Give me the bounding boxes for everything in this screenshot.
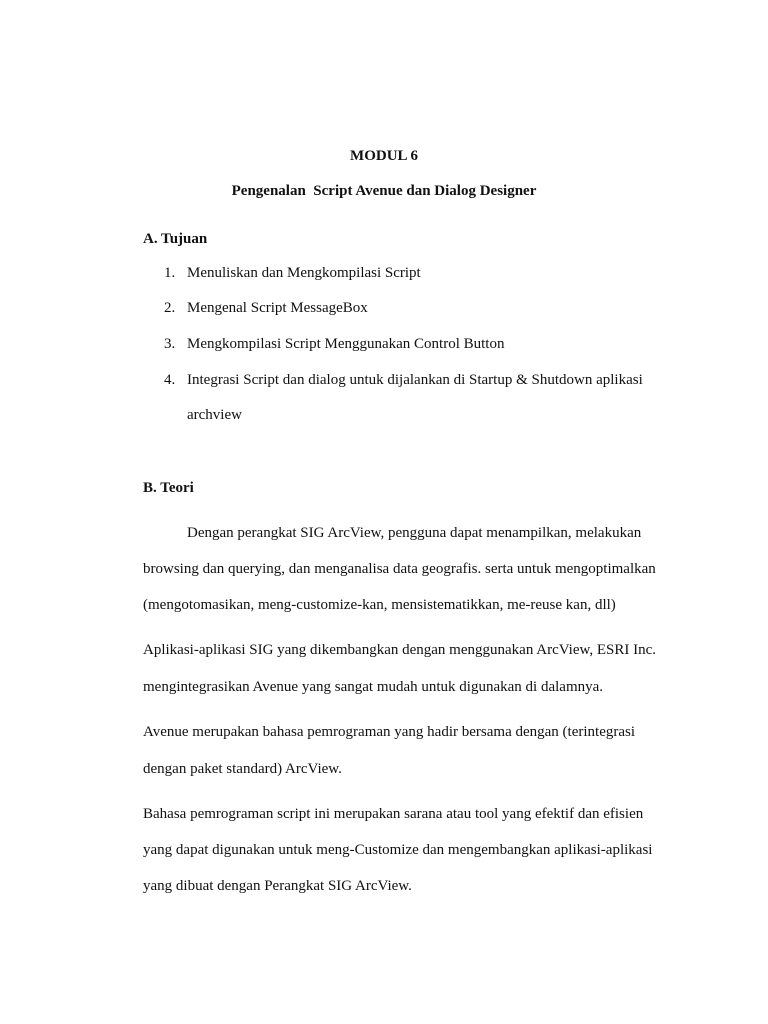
list-item-continuation: archview [187,407,242,423]
paragraph-line: browsing dan querying, dan menganalisa data geografis. serta untuk mengoptimalkan [143,561,656,577]
paragraph-line: mengintegrasikan Avenue yang sangat mudah untuk digunakan di dalamnya. [143,679,604,695]
section-b-heading: B. Teori [143,480,194,496]
list-item-text: Menuliskan dan Mengkompilasi Script [187,265,421,281]
paragraph-line: yang dapat digunakan untuk meng-Customize dan mengembangkan aplikasi-aplikasi [143,842,653,858]
list-item-number: 4. [164,372,176,388]
list-item-text: Mengkompilasi Script Menggunakan Control Button [187,336,505,352]
list-item-number: 1. [164,265,176,281]
list-item-text: Integrasi Script dan dialog untuk dijalankan di Startup & Shutdown aplikasi [187,372,643,388]
paragraph-line: dengan paket standard) ArcView. [143,761,342,777]
page-subtitle: Pengenalan Script Avenue dan Dialog Designer [231,183,537,199]
paragraph-line: Bahasa pemrograman script ini merupakan sarana atau tool yang efektif dan efisien [143,806,644,822]
section-a-heading: A. Tujuan [143,231,208,247]
list-item-number: 3. [164,336,176,352]
paragraph-line: Avenue merupakan bahasa pemrograman yang hadir bersama dengan (terintegrasi [143,724,636,740]
page-title: MODUL 6 [350,148,418,164]
paragraph-line: Aplikasi-aplikasi SIG yang dikembangkan dengan menggunakan ArcView, ESRI Inc. [143,642,657,658]
paragraph-line: Dengan perangkat SIG ArcView, pengguna dapat menampilkan, melakukan [187,525,642,541]
paragraph-line: yang dibuat dengan Perangkat SIG ArcView. [143,878,412,894]
list-item-number: 2. [164,300,176,316]
list-item-text: Mengenal Script MessageBox [187,300,368,316]
paragraph-line: (mengotomasikan, meng-customize-kan, mensistematikkan, me-reuse kan, dll) [143,597,616,613]
